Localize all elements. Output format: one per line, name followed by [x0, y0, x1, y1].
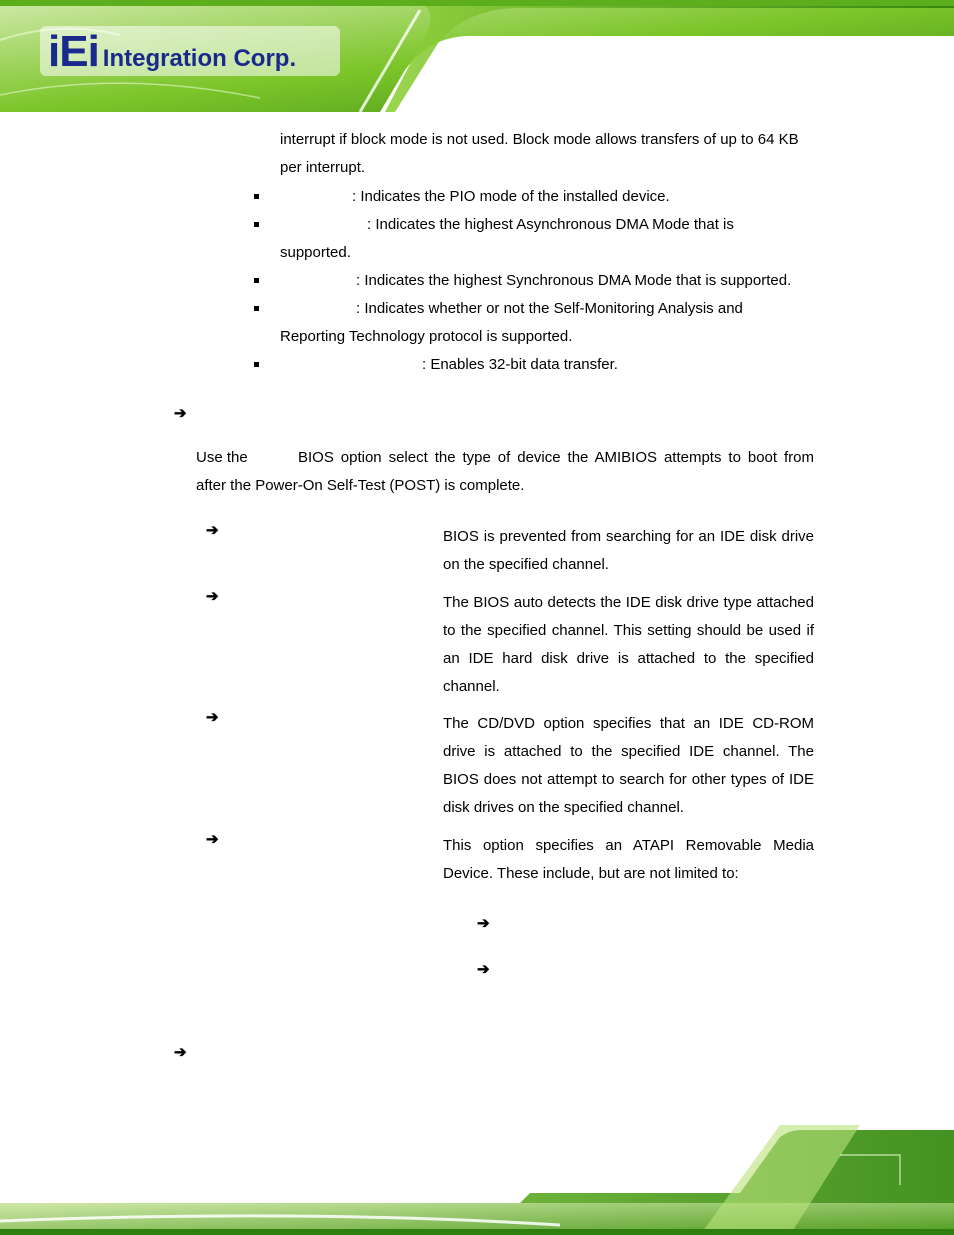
para-use-the: Use the [196, 449, 248, 466]
bullet-pio-mode: : Indicates the PIO mode of the installed device. [352, 188, 670, 205]
arrow-icon: ➔ [477, 915, 490, 932]
footer-banner [0, 1125, 954, 1235]
arrow-icon: ➔ [206, 588, 219, 605]
bullet-sync-dma: : Indicates the highest Synchronous DMA Mode that is supported. [356, 272, 792, 289]
option-desc: This option specifies an ATAPI Removable Media Device. These include, but are not limited to: [443, 837, 814, 882]
intro-line-1: interrupt if block mode is not used. Block mode allows transfers of up to 64 KB [280, 131, 799, 148]
option-desc: The CD/DVD option specifies that an IDE CD-ROM drive is attached to the specified IDE channel. The BIOS does not attempt to search for other types of IDE disk drives on the specified channel. [443, 715, 814, 816]
para-line-1: BIOS option select the type of device the AMIBIOS attempts to boot from [298, 449, 814, 466]
arrow-icon: ➔ [206, 522, 219, 539]
logo-text: Integration Corp. [102, 45, 297, 72]
bullet-icon [254, 278, 259, 283]
option-desc: The BIOS auto detects the IDE disk drive type attached to the specified channel. This setting should be used if an IDE hard disk drive is attached to the specified channel. [443, 594, 814, 695]
bullet-async-dma: : Indicates the highest Asynchronous DMA Mode that is [367, 216, 734, 233]
para-line-2: after the Power-On Self-Test (POST) is complete. [196, 477, 525, 494]
arrow-icon: ➔ [174, 405, 187, 422]
bullet-smart-cont: Reporting Technology protocol is supported. [280, 328, 573, 345]
intro-line-2: per interrupt. [280, 159, 366, 176]
option-desc: BIOS is prevented from searching for an IDE disk drive on the specified channel. [443, 528, 814, 573]
company-logo [48, 28, 296, 74]
arrow-icon: ➔ [174, 1044, 187, 1061]
arrow-icon: ➔ [206, 709, 219, 726]
arrow-icon: ➔ [206, 831, 219, 848]
arrow-icon: ➔ [477, 961, 490, 978]
bullet-icon [254, 306, 259, 311]
bullet-async-dma-cont: supported. [280, 244, 351, 261]
bullet-32bit: : Enables 32-bit data transfer. [422, 356, 618, 373]
bullet-icon [254, 222, 259, 227]
bullet-smart: : Indicates whether or not the Self-Monitoring Analysis and [356, 300, 743, 317]
bullet-icon [254, 194, 259, 199]
bullet-icon [254, 362, 259, 367]
logo-mark: iEi [48, 27, 99, 76]
